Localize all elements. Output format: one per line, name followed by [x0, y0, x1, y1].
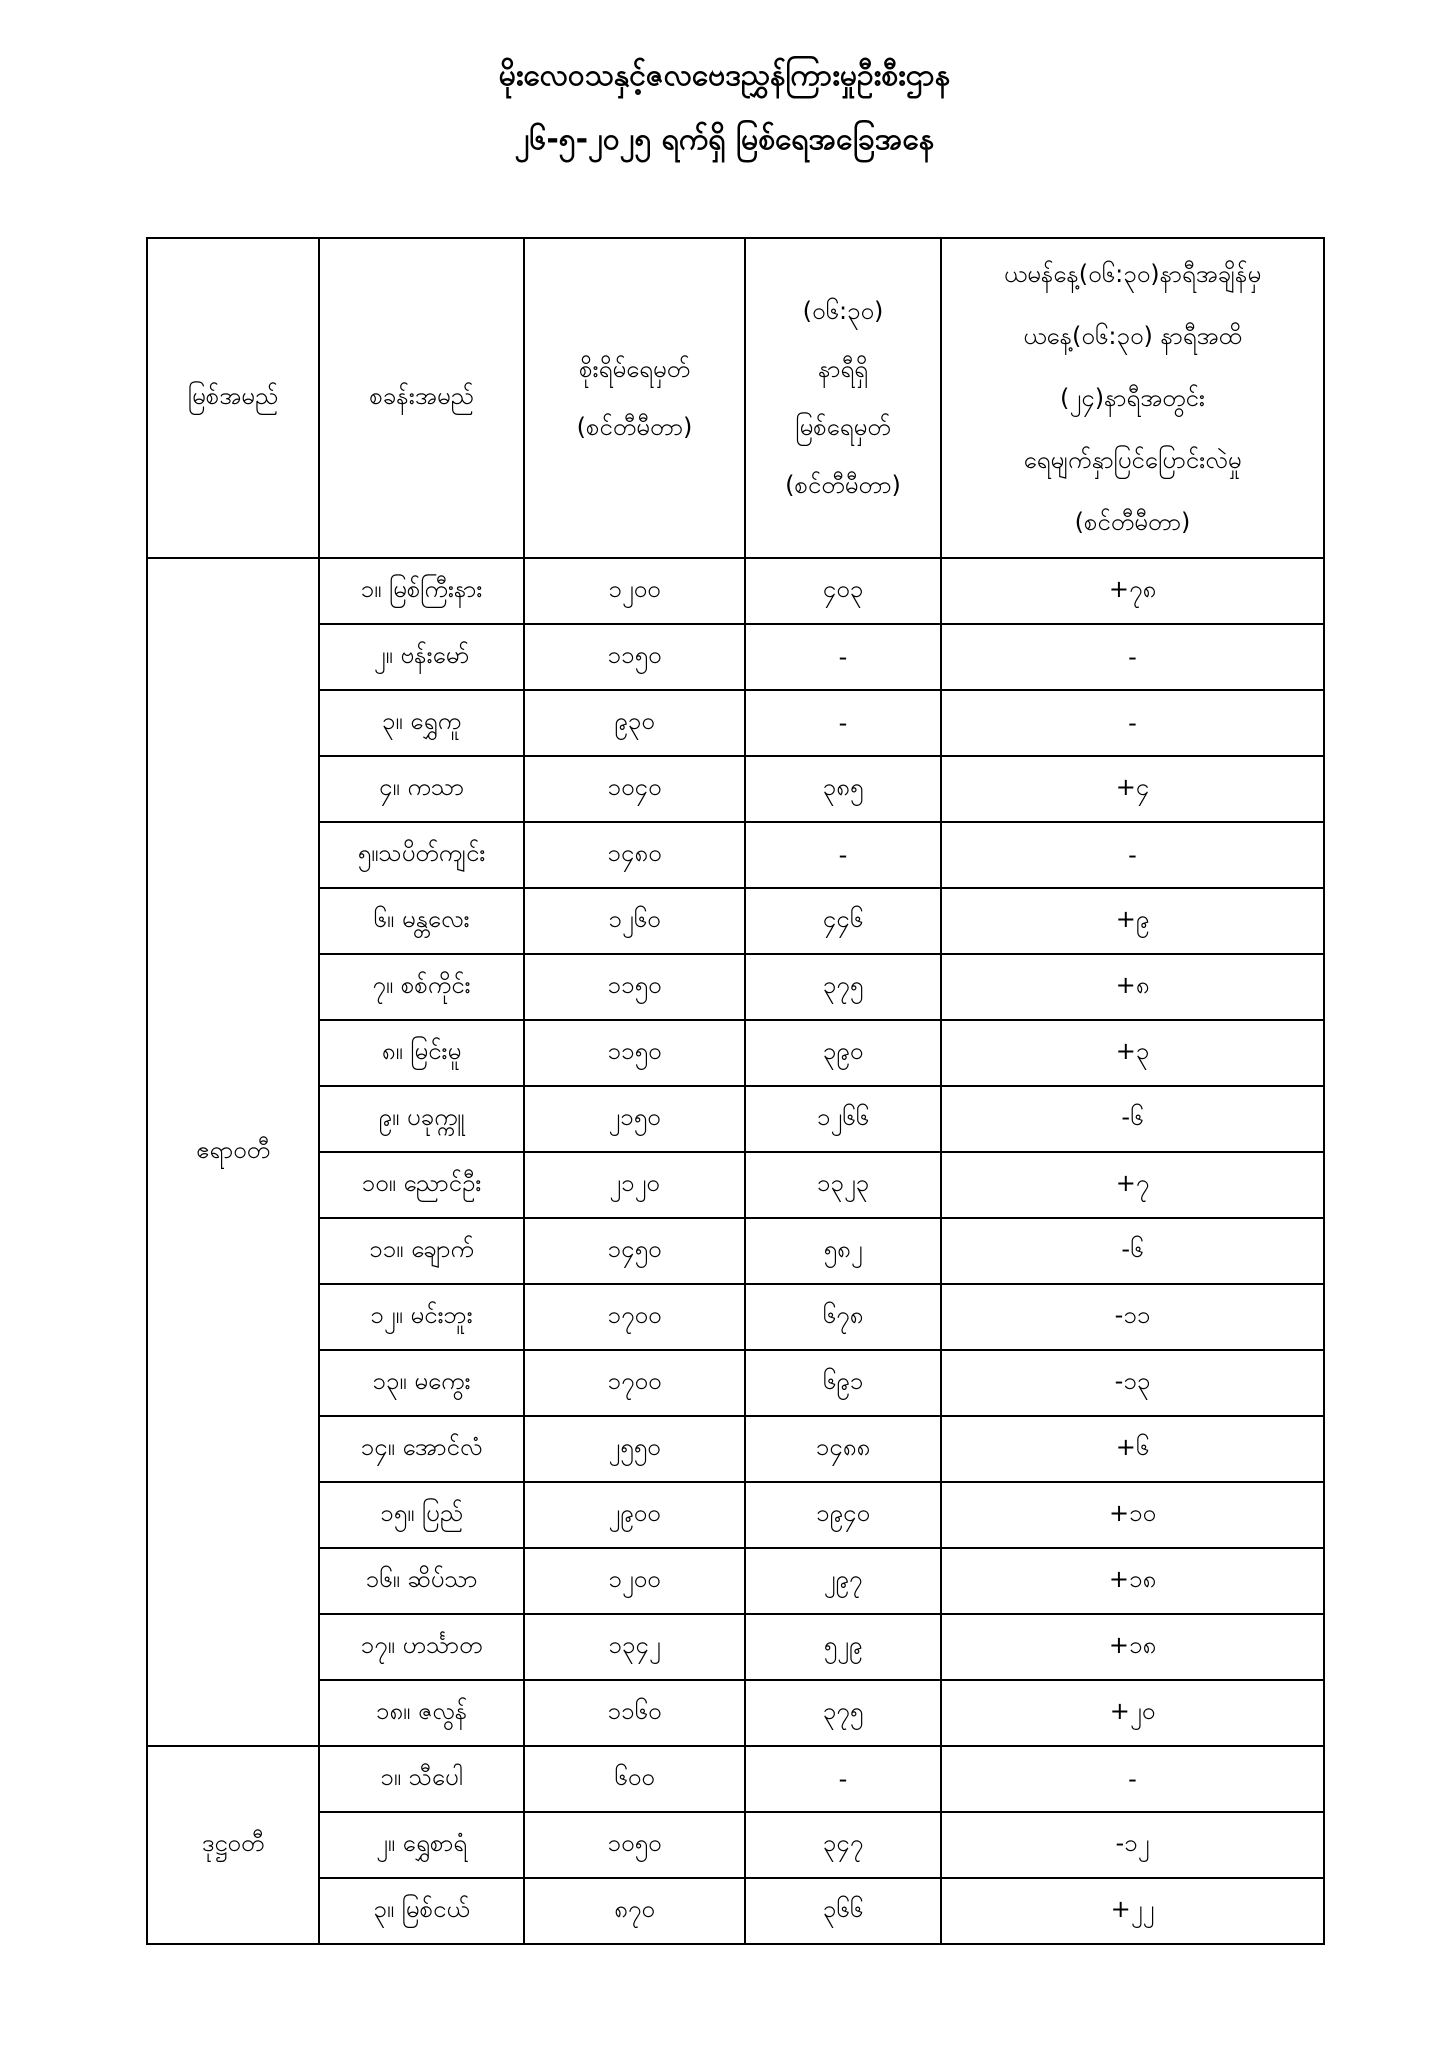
table-row	[147, 888, 1324, 954]
danger-level-cell: ၁၀၅၀	[524, 1812, 745, 1878]
level-change-cell: +၄	[941, 756, 1324, 822]
danger-level-cell: ၂၅၅၀	[524, 1416, 745, 1482]
current-level-cell: ၁၉၄၀	[745, 1482, 941, 1548]
current-level-cell: ၅၂၉	[745, 1614, 941, 1680]
level-change-cell: -၁၃	[941, 1350, 1324, 1416]
danger-level-cell: ၂၁၅၀	[524, 1086, 745, 1152]
level-change-cell: +၁၈	[941, 1548, 1324, 1614]
danger-level-header-lines	[525, 340, 744, 456]
danger-level-cell: ၁၂၀၀	[524, 1548, 745, 1614]
level-change-cell: -	[941, 624, 1324, 690]
station-name-cell: ၁။ သီပေါ	[319, 1746, 524, 1812]
current-level-cell: ၃၇၅	[745, 954, 941, 1020]
level-change-cell: +၉	[941, 888, 1324, 954]
table-row	[147, 1284, 1324, 1350]
station-name-cell: ၁၃။ မကွေး	[319, 1350, 524, 1416]
header-text: (၀၆:၃၀)	[802, 297, 884, 325]
danger-level-cell: ၈၇၀	[524, 1878, 745, 1944]
current-level-cell: ၁၄၈၈	[745, 1416, 941, 1482]
station-name-cell: ၁၀။ ညောင်ဦး	[319, 1152, 524, 1218]
table-row	[147, 822, 1324, 888]
station-name-cell: ၆။ မန္တလေး	[319, 888, 524, 954]
header-24h-change	[941, 238, 1324, 558]
document-header	[0, 44, 1449, 172]
danger-level-cell: ၁၇၀၀	[524, 1284, 745, 1350]
danger-level-cell: ၁၄၈၀	[524, 822, 745, 888]
station-name-cell: ၃။ ရွှေကူ	[319, 690, 524, 756]
current-level-cell: ၃၉၀	[745, 1020, 941, 1086]
station-name-cell: ၁၅။ ပြည်	[319, 1482, 524, 1548]
current-level-cell: ၃၈၅	[745, 756, 941, 822]
level-change-cell: +၁၈	[941, 1614, 1324, 1680]
table-row	[147, 558, 1324, 624]
table-row	[147, 1614, 1324, 1680]
current-level-cell: ၁၃၂၃	[745, 1152, 941, 1218]
current-level-cell: ၄၄၆	[745, 888, 941, 954]
table-row	[147, 1482, 1324, 1548]
danger-level-cell: ၁၄၅၀	[524, 1218, 745, 1284]
header-river-name: မြစ်အမည်	[147, 238, 319, 558]
danger-level-cell: ၁၂၀၀	[524, 558, 745, 624]
current-level-cell: ၃၄၇	[745, 1812, 941, 1878]
header-station-name: စခန်းအမည်	[319, 238, 524, 558]
table-row	[147, 1680, 1324, 1746]
level-change-cell: +၆	[941, 1416, 1324, 1482]
current-level-cell: ၃၇၅	[745, 1680, 941, 1746]
table-row	[147, 1746, 1324, 1812]
table-row	[147, 1152, 1324, 1218]
station-name-cell: ၁၂။ မင်းဘူး	[319, 1284, 524, 1350]
level-change-cell: -၆	[941, 1218, 1324, 1284]
header-text: ယမန်နေ့(၀၆:၃၀)နာရီအချိန်မှ	[1003, 260, 1262, 288]
header-text: ယနေ့(၀၆:၃၀) နာရီအထိ	[1023, 322, 1242, 350]
danger-level-cell: ၁၂၆၀	[524, 888, 745, 954]
level-change-cell: +၂၀	[941, 1680, 1324, 1746]
current-level-cell: -	[745, 624, 941, 690]
level-change-cell: -	[941, 822, 1324, 888]
table-row	[147, 1416, 1324, 1482]
danger-level-cell: ၁၁၅၀	[524, 1020, 745, 1086]
level-change-cell: +၇	[941, 1152, 1324, 1218]
current-level-cell: -	[745, 1746, 941, 1812]
table-row	[147, 624, 1324, 690]
header-unit: (စင်တီမီတာ)	[785, 471, 901, 499]
header-text: ရေမျက်နှာပြင်ပြောင်းလဲမှု	[1023, 446, 1242, 474]
current-level-cell: ၆၇၈	[745, 1284, 941, 1350]
station-name-cell: ၁၁။ ချောက်	[319, 1218, 524, 1284]
station-name-cell: ၁၄။ အောင်လံ	[319, 1416, 524, 1482]
current-level-cell: ၃၆၆	[745, 1878, 941, 1944]
level-change-cell: +၁၀	[941, 1482, 1324, 1548]
current-level-cell: -	[745, 690, 941, 756]
level-change-cell: +၃	[941, 1020, 1324, 1086]
level-change-cell: -၁၂	[941, 1812, 1324, 1878]
current-level-cell: ၂၉၇	[745, 1548, 941, 1614]
station-name-cell: ၄။ ကသာ	[319, 756, 524, 822]
current-level-cell: ၆၉၁	[745, 1350, 941, 1416]
river-name-cell: ဧရာဝတီ	[147, 558, 319, 1746]
table-row	[147, 1218, 1324, 1284]
danger-level-cell: ၁၃၄၂	[524, 1614, 745, 1680]
danger-level-cell: ၁၁၅၀	[524, 954, 745, 1020]
danger-level-cell: ၆၀၀	[524, 1746, 745, 1812]
danger-level-cell: ၁၁၆၀	[524, 1680, 745, 1746]
danger-level-cell: ၁၁၅၀	[524, 624, 745, 690]
level-change-cell: +၈	[941, 954, 1324, 1020]
station-name-cell: ၁၆။ ဆိပ်သာ	[319, 1548, 524, 1614]
table-row	[147, 756, 1324, 822]
level-change-cell: +၇၈	[941, 558, 1324, 624]
danger-level-cell: ၂၁၂၀	[524, 1152, 745, 1218]
station-name-cell: ၂။ ဗန်းမော်	[319, 624, 524, 690]
header-unit: (စင်တီမီတာ)	[1074, 508, 1191, 536]
table-row	[147, 1086, 1324, 1152]
title-date-subject: ၂၆-၅-၂၀၂၅ ရက်ရှိ မြစ်ရေအခြေအနေ	[514, 122, 935, 157]
table-header-row	[147, 238, 1324, 558]
table-row	[147, 1878, 1324, 1944]
station-name-cell: ၁၇။ ဟင်္သာတ	[319, 1614, 524, 1680]
level-change-cell: -	[941, 690, 1324, 756]
current-level-cell: -	[745, 822, 941, 888]
river-name-cell: ဒုဋ္ဌဝတီ	[147, 1746, 319, 1944]
current-level-header-lines	[746, 282, 940, 514]
level-change-cell: -၁၁	[941, 1284, 1324, 1350]
title-department: မိုးလေဝသနှင့်ဇလဗေဒညွှန်ကြားမှုဦးစီးဌာန	[498, 58, 951, 93]
current-level-cell: ၅၈၂	[745, 1218, 941, 1284]
header-unit: (စင်တီမီတာ)	[576, 413, 693, 441]
level-change-cell: -	[941, 1746, 1324, 1812]
header-text: မြစ်ရေမှတ်	[795, 413, 891, 441]
station-name-cell: ၁၈။ ဇလွန်	[319, 1680, 524, 1746]
level-change-cell: -၆	[941, 1086, 1324, 1152]
station-name-cell: ၂။ ရွှေစာရံ	[319, 1812, 524, 1878]
station-name-cell: ၃။ မြစ်ငယ်	[319, 1878, 524, 1944]
station-name-cell: ၇။ စစ်ကိုင်း	[319, 954, 524, 1020]
level-change-cell: +၂၂	[941, 1878, 1324, 1944]
table-row	[147, 1812, 1324, 1878]
table-row	[147, 1350, 1324, 1416]
danger-level-cell: ၉၃၀	[524, 690, 745, 756]
header-current-level	[745, 238, 941, 558]
table-row	[147, 1548, 1324, 1614]
table-row	[147, 1020, 1324, 1086]
header-text: စိုးရိမ်ရေမှတ်	[579, 355, 690, 383]
table-row	[147, 690, 1324, 756]
change-header-lines	[942, 243, 1323, 553]
danger-level-cell: ၁၇၀၀	[524, 1350, 745, 1416]
danger-level-cell: ၁၀၄၀	[524, 756, 745, 822]
table-body	[147, 558, 1324, 1944]
station-name-cell: ၉။ ပခုက္ကူ	[319, 1086, 524, 1152]
station-name-cell: ၈။ မြင်းမူ	[319, 1020, 524, 1086]
current-level-cell: ၁၂၆၆	[745, 1086, 941, 1152]
station-name-cell: ၅။သပိတ်ကျင်း	[319, 822, 524, 888]
header-danger-level	[524, 238, 745, 558]
station-name-cell: ၁။ မြစ်ကြီးနား	[319, 558, 524, 624]
table-row	[147, 954, 1324, 1020]
current-level-cell: ၄၀၃	[745, 558, 941, 624]
header-text: နာရီရှိ	[818, 355, 868, 383]
danger-level-cell: ၂၉၀၀	[524, 1482, 745, 1548]
river-level-table	[146, 237, 1325, 1945]
header-text: (၂၄)နာရီအတွင်း	[1060, 384, 1205, 412]
